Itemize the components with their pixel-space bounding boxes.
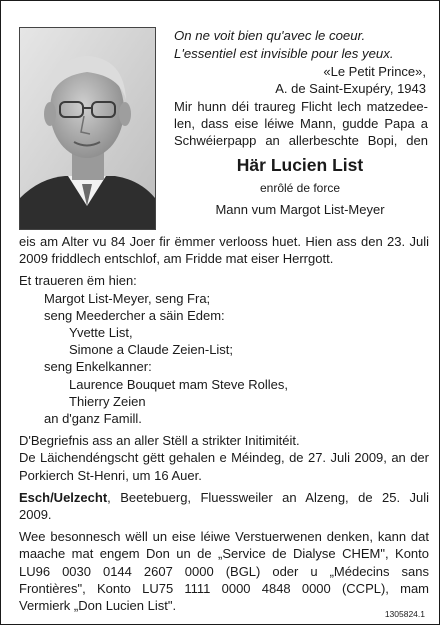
donation-line: maache mat engem Don un de „Service de Dialyse CHEM", Konto: [19, 546, 429, 562]
quote-line: L'essentiel est invisible pour les yeux.: [174, 45, 394, 61]
mourners-heading: Et traueren ëm hien:: [19, 273, 137, 289]
donation-line: LU96 0030 0144 2607 0000 (BGL) oder u „Médecins sans: [19, 563, 429, 579]
funeral-line: Porkierch St-Henri, um 16 Auer.: [19, 467, 202, 483]
quote-line: On ne voit bien qu'avec le coeur.: [174, 28, 366, 43]
portrait-photo: [19, 27, 156, 230]
attribution-line: «Le Petit Prince»,: [323, 64, 426, 79]
mourners-list: [19, 272, 429, 427]
place-rest: , Beetebuerg, Fluessweiler an Alzeng, de 25. Juli: [107, 489, 429, 505]
mourner-child: Simone a Claude Zeien-List;: [69, 342, 234, 358]
place-town: Esch/Uelzecht: [19, 489, 108, 505]
place-date-paragraph: [19, 489, 429, 523]
attribution-line: A. de Saint-Exupéry, 1943: [275, 81, 426, 97]
mourner-grandchild: Thierry Zeien: [69, 393, 146, 409]
burial-paragraph: [19, 432, 429, 484]
deceased-subtitle: enrôlé de force: [259, 181, 341, 195]
grandchildren-heading: seng Enkelkanner:: [44, 359, 152, 375]
intimacy-line: D'Begriefnis ass an aller Stëll a strikter Initimitéit.: [19, 433, 300, 449]
mourner-child: Yvette List,: [69, 325, 133, 341]
quote-attribution: [275, 63, 426, 97]
place-date-line: 2009.: [19, 507, 52, 523]
mourner-spouse: Margot List-Meyer, seng Fra;: [44, 290, 211, 306]
intro-line: Mir hunn déi traureg Flicht lech matzedee-: [174, 99, 428, 114]
deceased-spouse-line: Mann vum Margot List-Meyer: [215, 202, 385, 217]
donation-line: Frontières", Konto LU75 1111 0000 4848 0000 (CCPL), mam: [19, 580, 429, 596]
death-line: 2009 friddlech entschlof, am Fridde mat eiser Herrgott.: [19, 251, 334, 267]
announcement-intro: [174, 98, 428, 150]
reference-number: 1305824.1: [384, 609, 425, 619]
funeral-line: De Läichendéngscht gëtt gehalen e Méindeg, de 27. Juli 2009, an der: [19, 450, 429, 466]
intro-line: Schwéierpapp an allerbeschte Bopi, den: [174, 133, 428, 149]
mourner-grandchild: Laurence Bouquet mam Steve Rolles,: [69, 376, 288, 392]
donation-line: Wee besonnesch wëll un eise léiwe Verstuerwenen denken, kann dat: [19, 529, 429, 545]
donation-paragraph: [19, 528, 429, 614]
death-line: eis am Alter vu 84 Joer fir ëmmer verlooss huet. Hien ass den 23. Juli: [19, 234, 429, 249]
epigraph-quote: [174, 27, 426, 62]
intro-line: len, dass eise léiwe Mann, gudde Papa a: [174, 116, 428, 132]
donation-line: Vermierk „Don Lucien List".: [19, 598, 177, 614]
mourner-family: an d'ganz Famill.: [44, 411, 142, 427]
death-paragraph: [19, 233, 429, 267]
place-date-line: [19, 489, 429, 506]
deceased-name: Här Lucien List: [236, 155, 364, 175]
children-heading: seng Meedercher a säin Edem:: [44, 307, 225, 323]
notice-body: [19, 233, 429, 619]
